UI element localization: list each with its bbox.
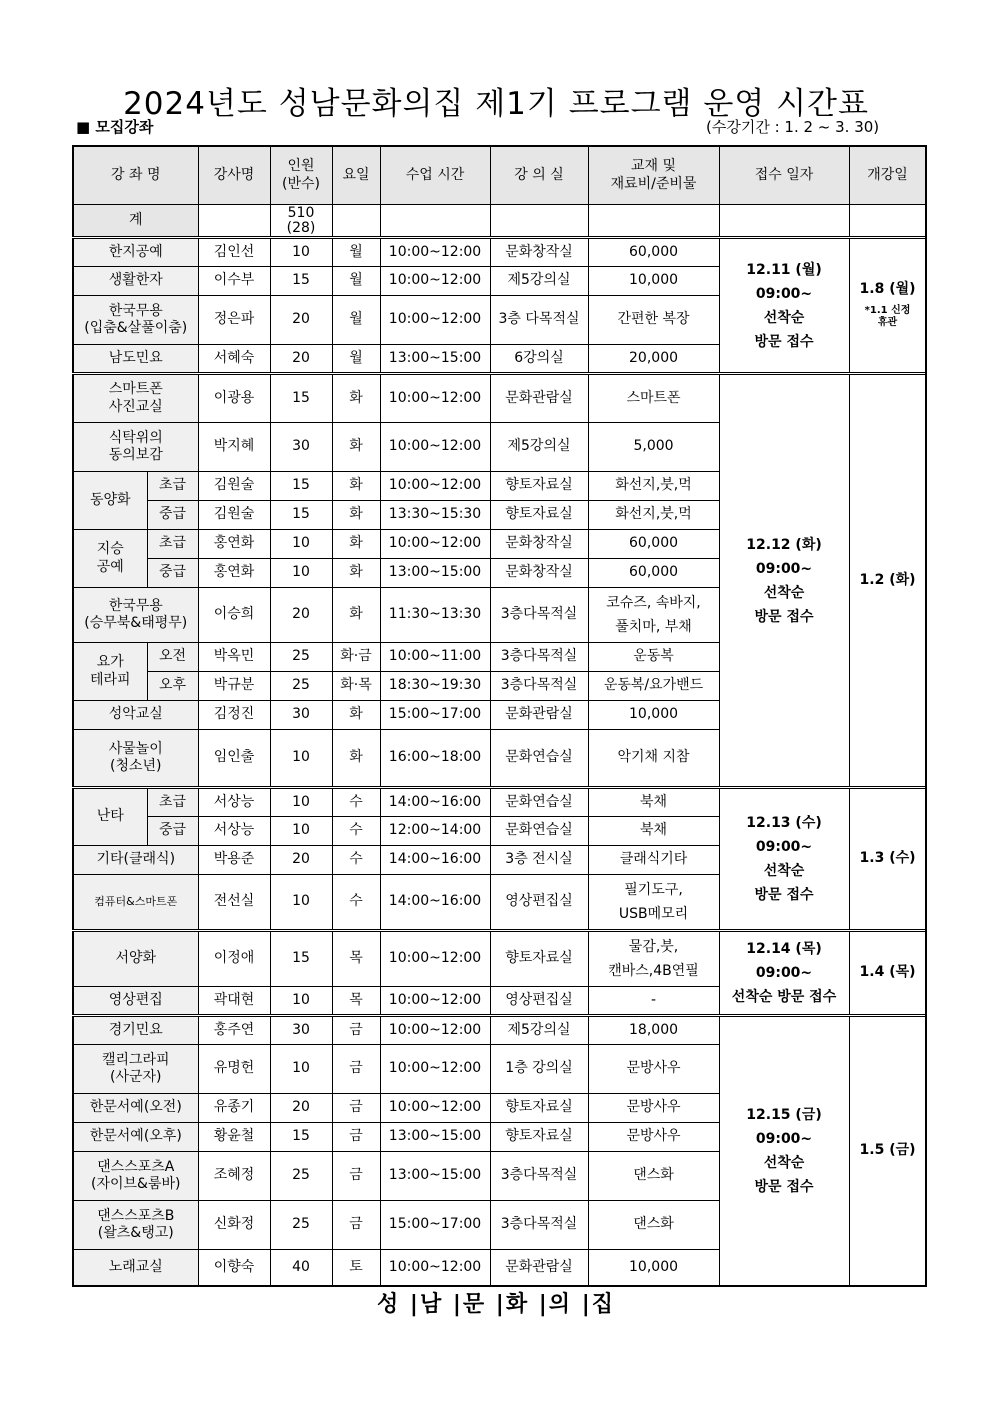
material: 문방사우 [588,1094,719,1123]
course-category: 동양화 [73,472,147,530]
capacity: 10 [270,817,332,846]
room: 3층 전시실 [490,846,588,875]
teacher: 이승희 [198,588,270,643]
room: 3층다목적실 [490,643,588,672]
registration-date: 12.12 (화) 09:00~ 선착순 방문 접수 [719,374,849,788]
registration-date: 12.15 (금) 09:00~ 선착순 방문 접수 [719,1016,849,1287]
day: 월 [332,267,380,296]
day: 화·금 [332,643,380,672]
capacity: 10 [270,559,332,588]
room: 3층 다목적실 [490,296,588,345]
teacher: 서상능 [198,817,270,846]
material: 60,000 [588,559,719,588]
material: 댄스화 [588,1201,719,1250]
class-time: 11:30~13:30 [380,588,490,643]
class-time: 10:00~12:00 [380,238,490,267]
material: 5,000 [588,423,719,472]
header-row [73,146,926,205]
capacity: 15 [270,374,332,423]
course-name: 기타(클래식) [73,846,198,875]
material: - [588,987,719,1016]
course-level: 초급 [147,472,198,501]
room: 제5강의실 [490,267,588,296]
capacity: 20 [270,588,332,643]
capacity: 15 [270,1123,332,1152]
room: 문화창작실 [490,530,588,559]
day: 목 [332,987,380,1016]
material: 운동복/요가밴드 [588,672,719,701]
class-time: 10:00~12:00 [380,987,490,1016]
teacher: 박지혜 [198,423,270,472]
teacher: 김인선 [198,238,270,267]
course-category: 난타 [73,788,147,846]
course-level: 초급 [147,530,198,559]
course-name: 한문서예(오후) [73,1123,198,1152]
day: 월 [332,238,380,267]
header-material: 교재 및 재료비/준비물 [588,146,719,205]
opening-date: 1.4 (목) [849,931,926,1016]
total-label: 계 [73,205,198,238]
capacity: 20 [270,345,332,374]
teacher: 김원술 [198,472,270,501]
room: 문화관람실 [490,1250,588,1287]
material: 10,000 [588,1250,719,1287]
room: 문화창작실 [490,559,588,588]
teacher: 이수부 [198,267,270,296]
day: 목 [332,931,380,987]
material: 화선지,붓,먹 [588,472,719,501]
capacity: 10 [270,238,332,267]
teacher: 김원술 [198,501,270,530]
day: 금 [332,1201,380,1250]
room: 3층다목적실 [490,1201,588,1250]
day: 금 [332,1152,380,1201]
class-time: 13:00~15:00 [380,1152,490,1201]
course-name: 한국무용 (입춤&살풀이춤) [73,296,198,345]
material: 필기도구, USB메모리 [588,875,719,931]
day: 월 [332,296,380,345]
header-room: 강 의 실 [490,146,588,205]
teacher: 박용준 [198,846,270,875]
class-time: 10:00~12:00 [380,267,490,296]
material: 북채 [588,788,719,817]
capacity: 15 [270,472,332,501]
capacity: 10 [270,530,332,559]
capacity: 10 [270,788,332,817]
room: 문화창작실 [490,238,588,267]
capacity: 10 [270,730,332,788]
table-row [73,1016,926,1045]
day: 월 [332,345,380,374]
material: 악기채 지참 [588,730,719,788]
day: 수 [332,817,380,846]
material: 60,000 [588,238,719,267]
day: 화 [332,701,380,730]
class-time: 14:00~16:00 [380,846,490,875]
course-name: 사물놀이 (청소년) [73,730,198,788]
teacher: 이광용 [198,374,270,423]
room: 3층다목적실 [490,1152,588,1201]
room: 3층다목적실 [490,588,588,643]
header-opening: 개강일 [849,146,926,205]
day: 금 [332,1016,380,1045]
teacher: 유명헌 [198,1045,270,1094]
table-row [73,931,926,987]
room: 향토자료실 [490,1094,588,1123]
header-course: 강 좌 명 [73,146,198,205]
class-time: 10:00~12:00 [380,472,490,501]
course-period: (수강기간 : 1. 2 ~ 3. 30) [706,118,880,136]
room: 3층다목적실 [490,672,588,701]
capacity: 10 [270,875,332,931]
material: 물감,붓, 캔바스,4B연필 [588,931,719,987]
teacher: 서혜숙 [198,345,270,374]
class-time: 15:00~17:00 [380,701,490,730]
header-teacher: 강사명 [198,146,270,205]
room: 문화연습실 [490,817,588,846]
room: 제5강의실 [490,1016,588,1045]
day: 금 [332,1094,380,1123]
class-time: 13:00~15:00 [380,345,490,374]
teacher: 전선실 [198,875,270,931]
course-name: 캘리그라피 (사군자) [73,1045,198,1094]
course-level: 중급 [147,501,198,530]
day: 토 [332,1250,380,1287]
capacity: 10 [270,987,332,1016]
class-time: 10:00~12:00 [380,1250,490,1287]
opening-date: 1.2 (화) [849,374,926,788]
day: 금 [332,1045,380,1094]
teacher: 이향숙 [198,1250,270,1287]
registration-date: 12.11 (월) 09:00~ 선착순 방문 접수 [719,238,849,374]
table-row [73,788,926,817]
registration-date: 12.14 (목) 09:00~ 선착순 방문 접수 [719,931,849,1016]
room: 영상편집실 [490,987,588,1016]
teacher: 홍주연 [198,1016,270,1045]
room: 향토자료실 [490,931,588,987]
class-time: 10:00~12:00 [380,374,490,423]
day: 화 [332,559,380,588]
room: 문화관람실 [490,701,588,730]
course-name: 경기민요 [73,1016,198,1045]
room: 제5강의실 [490,423,588,472]
material: 10,000 [588,701,719,730]
course-name: 스마트폰 사진교실 [73,374,198,423]
teacher: 유종기 [198,1094,270,1123]
class-time: 13:30~15:30 [380,501,490,530]
room: 향토자료실 [490,1123,588,1152]
material: 북채 [588,817,719,846]
day: 화·목 [332,672,380,701]
teacher: 신화정 [198,1201,270,1250]
course-name: 생활한자 [73,267,198,296]
teacher: 김정진 [198,701,270,730]
course-category: 요가 테라피 [73,643,147,701]
material: 코슈즈, 속바지, 풀치마, 부채 [588,588,719,643]
course-name: 댄스스포츠A (자이브&룸바) [73,1152,198,1201]
room: 영상편집실 [490,875,588,931]
capacity: 15 [270,931,332,987]
day: 수 [332,875,380,931]
teacher: 박규분 [198,672,270,701]
class-time: 10:00~12:00 [380,530,490,559]
day: 화 [332,501,380,530]
course-name: 서양화 [73,931,198,987]
class-time: 10:00~12:00 [380,931,490,987]
table-row [73,374,926,423]
day: 금 [332,1123,380,1152]
material: 화선지,붓,먹 [588,501,719,530]
class-time: 18:30~19:30 [380,672,490,701]
day: 화 [332,423,380,472]
capacity: 20 [270,296,332,345]
material: 문방사우 [588,1045,719,1094]
course-level: 오전 [147,643,198,672]
room: 문화연습실 [490,788,588,817]
class-time: 13:00~15:00 [380,1123,490,1152]
capacity: 10 [270,1045,332,1094]
capacity: 25 [270,672,332,701]
course-level: 초급 [147,788,198,817]
material: 60,000 [588,530,719,559]
material: 운동복 [588,643,719,672]
holiday-note: *1.1 신정 휴관 [864,304,911,329]
teacher: 홍연화 [198,559,270,588]
teacher: 이정애 [198,931,270,987]
capacity: 15 [270,501,332,530]
capacity: 30 [270,1016,332,1045]
day: 수 [332,788,380,817]
header-day: 요일 [332,146,380,205]
capacity: 25 [270,643,332,672]
class-time: 10:00~12:00 [380,1016,490,1045]
course-name: 한국무용 (승무북&태평무) [73,588,198,643]
teacher: 곽대현 [198,987,270,1016]
class-time: 10:00~12:00 [380,1045,490,1094]
class-time: 15:00~17:00 [380,1201,490,1250]
course-name: 식탁위의 동의보감 [73,423,198,472]
day: 화 [332,374,380,423]
course-level: 오후 [147,672,198,701]
capacity: 25 [270,1201,332,1250]
room: 문화연습실 [490,730,588,788]
class-time: 10:00~12:00 [380,296,490,345]
material: 문방사우 [588,1123,719,1152]
class-time: 10:00~11:00 [380,643,490,672]
room: 1층 강의실 [490,1045,588,1094]
course-name: 컴퓨터&스마트폰 [73,875,198,931]
course-name: 노래교실 [73,1250,198,1287]
room: 문화관람실 [490,374,588,423]
material: 댄스화 [588,1152,719,1201]
course-name: 남도민요 [73,345,198,374]
total-row [73,205,926,238]
teacher: 황윤철 [198,1123,270,1152]
total-capacity: 510 (28) [270,205,332,238]
course-name: 한지공예 [73,238,198,267]
opening-date: 1.5 (금) [849,1016,926,1287]
capacity: 25 [270,1152,332,1201]
section-label: ■ 모집강좌 [76,118,154,136]
teacher: 조혜정 [198,1152,270,1201]
material: 클래식기타 [588,846,719,875]
class-time: 14:00~16:00 [380,788,490,817]
day: 화 [332,472,380,501]
teacher: 박옥민 [198,643,270,672]
footer-organization: 성 |남 |문 |화 |의 |집 [377,1292,615,1317]
material: 10,000 [588,267,719,296]
capacity: 30 [270,423,332,472]
room: 향토자료실 [490,472,588,501]
course-category: 지승 공예 [73,530,147,588]
header-time: 수업 시간 [380,146,490,205]
class-time: 14:00~16:00 [380,875,490,931]
day: 화 [332,588,380,643]
capacity: 15 [270,267,332,296]
table-row [73,238,926,267]
schedule-table [72,145,927,1287]
course-name: 댄스스포츠B (왈츠&탱고) [73,1201,198,1250]
teacher: 임인출 [198,730,270,788]
class-time: 10:00~12:00 [380,423,490,472]
capacity: 40 [270,1250,332,1287]
material: 스마트폰 [588,374,719,423]
class-time: 13:00~15:00 [380,559,490,588]
header-registration: 접수 일자 [719,146,849,205]
course-name: 성악교실 [73,701,198,730]
course-level: 중급 [147,559,198,588]
material: 간편한 복장 [588,296,719,345]
course-name: 영상편집 [73,987,198,1016]
capacity: 30 [270,701,332,730]
header-capacity: 인원 (반수) [270,146,332,205]
class-time: 12:00~14:00 [380,817,490,846]
day: 화 [332,730,380,788]
opening-date: 1.8 (월) *1.1 신정 휴관 [849,238,926,374]
registration-date: 12.13 (수) 09:00~ 선착순 방문 접수 [719,788,849,931]
room: 향토자료실 [490,501,588,530]
course-level: 중급 [147,817,198,846]
day: 화 [332,530,380,559]
capacity: 20 [270,846,332,875]
opening-date: 1.3 (수) [849,788,926,931]
capacity: 20 [270,1094,332,1123]
room: 6강의실 [490,345,588,374]
course-name: 한문서예(오전) [73,1094,198,1123]
class-time: 10:00~12:00 [380,1094,490,1123]
material: 18,000 [588,1016,719,1045]
day: 수 [332,846,380,875]
teacher: 정은파 [198,296,270,345]
page-title: 2024년도 성남문화의집 제1기 프로그램 운영 시간표 [123,86,869,122]
material: 20,000 [588,345,719,374]
class-time: 16:00~18:00 [380,730,490,788]
teacher: 서상능 [198,788,270,817]
teacher: 홍연화 [198,530,270,559]
